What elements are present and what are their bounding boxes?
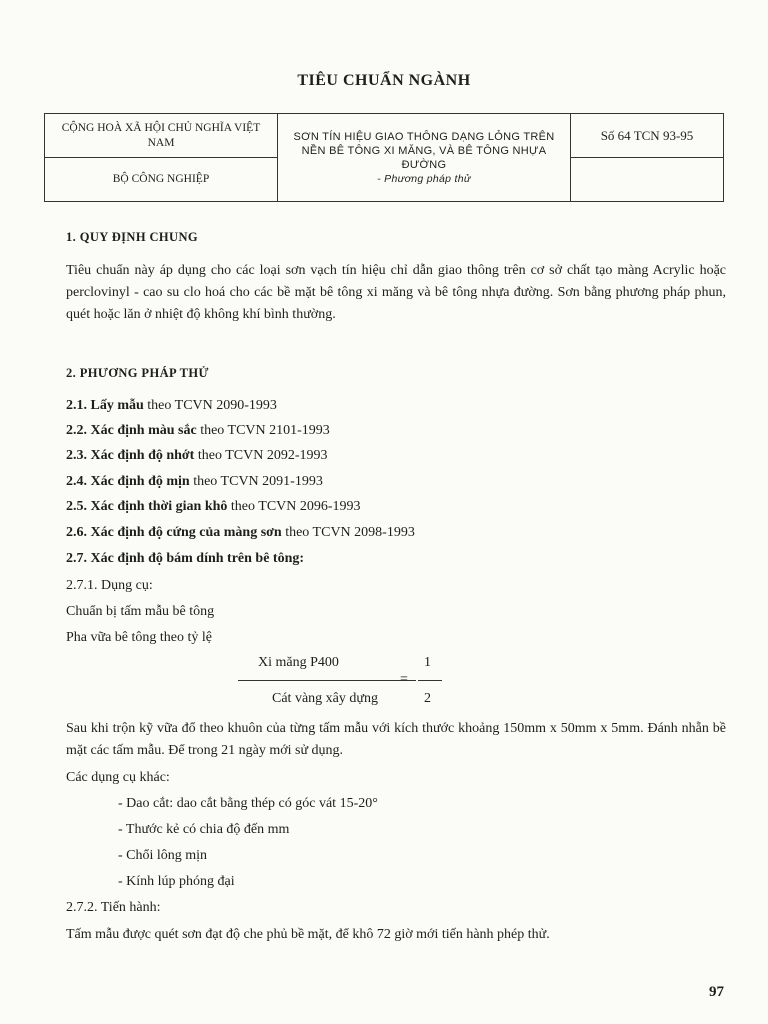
- header-standard-number: Số 64 TCN 93-95: [571, 114, 724, 158]
- section-1-heading: 1. QUY ĐỊNH CHUNG: [66, 230, 199, 244]
- document-title: TIÊU CHUẨN NGÀNH: [297, 72, 471, 89]
- subsection-2-7-1: 2.7.1. Dụng cụ:: [66, 578, 153, 593]
- final-text: Tấm mẫu được quét sơn đạt độ che phủ bề mặt, để khô 72 giờ mới tiến hành phép thử.: [66, 927, 550, 942]
- list-item: 2.4. Xác định độ mịn theo TCVN 2091-1993: [66, 474, 323, 489]
- tool-item: - Thước kẻ có chia độ đến mm: [118, 822, 290, 837]
- ratio-numerator-value: 1: [424, 655, 431, 670]
- header-standard-name: SƠN TÍN HIỆU GIAO THÔNG DẠNG LỎNG TRÊN NỀN BÊ TÔNG XI MĂNG, VÀ BÊ TÔNG NHỰA ĐƯỜNG: [293, 130, 555, 171]
- section-2-heading: 2. PHƯƠNG PHÁP THỬ: [66, 366, 209, 380]
- prep-line-1: Chuẩn bị tấm mẫu bê tông: [66, 604, 215, 619]
- ratio-denominator-value: 2: [424, 691, 431, 706]
- list-item: 2.3. Xác định độ nhớt theo TCVN 2092-1993: [66, 448, 328, 463]
- final-paragraph: [66, 924, 726, 946]
- list-item: 2.6. Xác định độ cứng của màng sơn theo TCVN 2098-1993: [66, 525, 415, 540]
- ratio-denominator-label: Cát vàng xây dựng: [272, 691, 378, 706]
- ratio-equals: =: [400, 672, 408, 687]
- section-1-paragraph: [66, 260, 726, 326]
- header-country: CỘNG HOÀ XÃ HỘI CHỦ NGHĨA VIỆT NAM: [45, 114, 278, 158]
- tool-item: - Dao cắt: dao cắt bằng thép có góc vát 15-20°: [118, 796, 378, 811]
- header-standard-title: [278, 114, 571, 202]
- list-item: 2.5. Xác định thời gian khô theo TCVN 2096-1993: [66, 499, 361, 514]
- subsection-2-7-2: 2.7.2. Tiến hành:: [66, 900, 161, 915]
- tool-item: - Chổi lông mịn: [118, 848, 208, 863]
- ratio-bar: [238, 680, 416, 681]
- mixing-text: Sau khi trộn kỹ vữa đổ theo khuôn của từng tấm mẫu với kích thước khoảng 150mm x 50mm x 5mm. Đánh nhẵn bề mặt các tấm mẫu. Để trong 21 ngày mới sử dụng.: [66, 721, 726, 758]
- list-item: 2.7. Xác định độ bám dính trên bê tông:: [66, 551, 305, 566]
- ratio-bar-right: [418, 680, 442, 681]
- header-table: [44, 113, 724, 202]
- section-1-text: Tiêu chuẩn này áp dụng cho các loại sơn vạch tín hiệu chỉ dẫn giao thông trên cơ sở chất tạo màng Acrylic hoặc perclovinyl - cao su clo hoá cho các bề mặt bê tông xi măng và bê tông nhựa đường. Sơn bằng phương pháp phun, quét hoặc lăn ở nhiệt độ không khí bình thường.: [66, 263, 726, 322]
- header-ministry: BỘ CÔNG NGHIỆP: [45, 158, 278, 202]
- list-item: 2.2. Xác định màu sắc theo TCVN 2101-1993: [66, 423, 330, 438]
- mixing-paragraph: [66, 718, 726, 762]
- ratio-numerator-label: Xi măng P400: [258, 655, 339, 670]
- page-number: 97: [709, 984, 724, 1000]
- list-item: 2.1. Lấy mẫu theo TCVN 2090-1993: [66, 398, 277, 413]
- other-tools-label: Các dụng cụ khác:: [66, 770, 170, 785]
- header-empty-cell: [571, 158, 724, 202]
- prep-line-2: Pha vữa bê tông theo tỷ lệ: [66, 630, 213, 645]
- tool-item: - Kính lúp phóng đại: [118, 874, 235, 889]
- header-standard-subtitle: - Phương pháp thử: [377, 172, 471, 185]
